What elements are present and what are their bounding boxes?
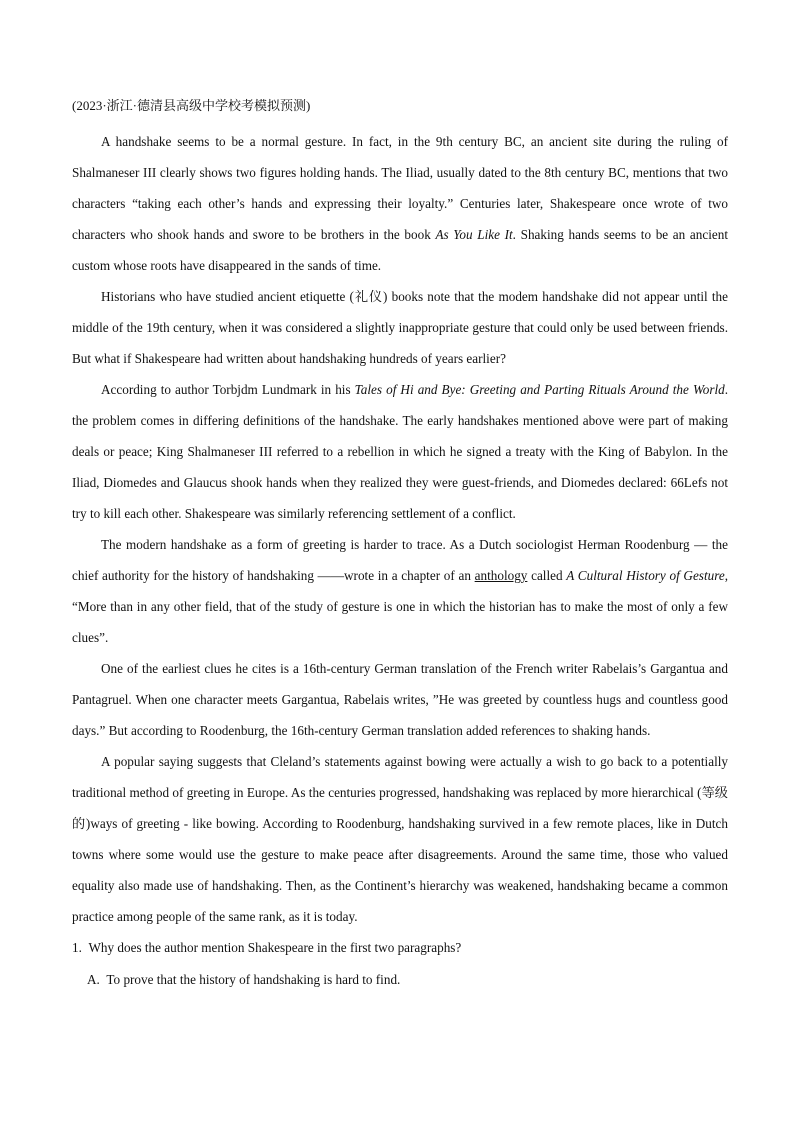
option-a[interactable] — [87, 970, 728, 990]
option-text: To prove that the history of handshaking is hard to find. — [106, 972, 401, 987]
paragraph-5: One of the earliest clues he cites is a 16th-century German translation of the French writer Rabelais’s Gargantua and Pantagruel. When one character meets Gargantua, Rabelais writes, ”He was greeted by countless hugs and countless good days.” But according to Roodenburg, the 16th-century German translation added references to shaking hands. — [72, 661, 728, 738]
question-1 — [72, 938, 728, 958]
book-title-tales-of-hi-and-bye: Tales of Hi and Bye: Greeting and Parting Rituals Around the World — [354, 382, 725, 397]
paragraph-3-end: . the problem comes in differing definitions of the handshake. The early handshakes mentioned above were part of making deals or peace; King Shalmaneser III referred to a rebellion in which he signed a treaty with the King of Babylon. In the Iliad, Diomedes and Glaucus shook hands when they realized they were guest-friends, and Diomedes declared: 66Lefs not try to kill each other. Shakespeare was similarly referencing settlement of a conflict. — [72, 382, 729, 521]
paragraph-1-end: . Shaking hands seems to be an ancient custom whose roots have disappeared in the sands of time. — [72, 227, 728, 273]
paragraph-4 — [72, 529, 728, 653]
paragraph-6: A popular saying suggests that Cleland’s statements against bowing were actually a wish to go back to a potentially traditional method of greeting in Europe. As the centuries progressed, handshaking was replaced by more hierarchical (等级的)ways of greeting - like bowing. According to Roodenburg, handshaking survived in a few remote places, like in Dutch towns where some would use the gesture to make peace after disagreements. Around the same time, those who valued equality also made use of handshaking. Then, as the Continent’s hierarchy was weakened, handshaking became a common practice among people of the same rank, as it is today. — [72, 754, 728, 924]
question-text: Why does the author mention Shakespeare in the first two paragraphs? — [88, 940, 462, 955]
question-number: 1. — [72, 940, 82, 955]
paragraph-4-mid: called — [527, 568, 567, 583]
paragraph-1-text: A handshake seems to be a normal gesture. In fact, in the 9th century BC, an ancient site during the ruling of Shalmaneser III clearly shows two figures holding hands. The Iliad, usually dated to the 8th century BC, mentions that two characters “taking each other’s hands and expressing their loyalty.” Centuries later, Shakespeare once wrote of two characters who shook hands and swore to be brothers in the book — [72, 134, 728, 242]
book-title-cultural-history: A Cultural History of Gesture — [566, 568, 725, 583]
paragraph-1 — [72, 126, 728, 281]
paragraph-4-end: , “More than in any other field, that of the study of gesture is one in which the historian has to make the most of only a few clues”. — [72, 568, 728, 645]
paragraph-4-start: The modern handshake as a form of greeting is harder to trace. As a Dutch sociologist Herman Roodenburg — the chief authority for the history of handshaking ——wrote in a chapter of an — [72, 537, 728, 583]
source-label: (2023·浙江·德清县高级中学校考模拟预测) — [72, 98, 311, 113]
book-title-as-you-like-it: As You Like It — [435, 227, 513, 242]
paragraph-2: Historians who have studied ancient etiquette (礼仪) books note that the modem handshake did not appear until the middle of the 19th century, when it was considered a slightly inappropriate gesture that could only be used between friends. But what if Shakespeare had written about handshaking hundreds of years earlier? — [72, 289, 728, 366]
paragraph-3-start: According to author Torbjdm Lundmark in his — [101, 382, 355, 397]
option-letter: A. — [87, 972, 100, 987]
document-page — [72, 96, 728, 990]
paragraph-3 — [72, 374, 728, 529]
underlined-word-anthology: anthology — [474, 568, 528, 583]
